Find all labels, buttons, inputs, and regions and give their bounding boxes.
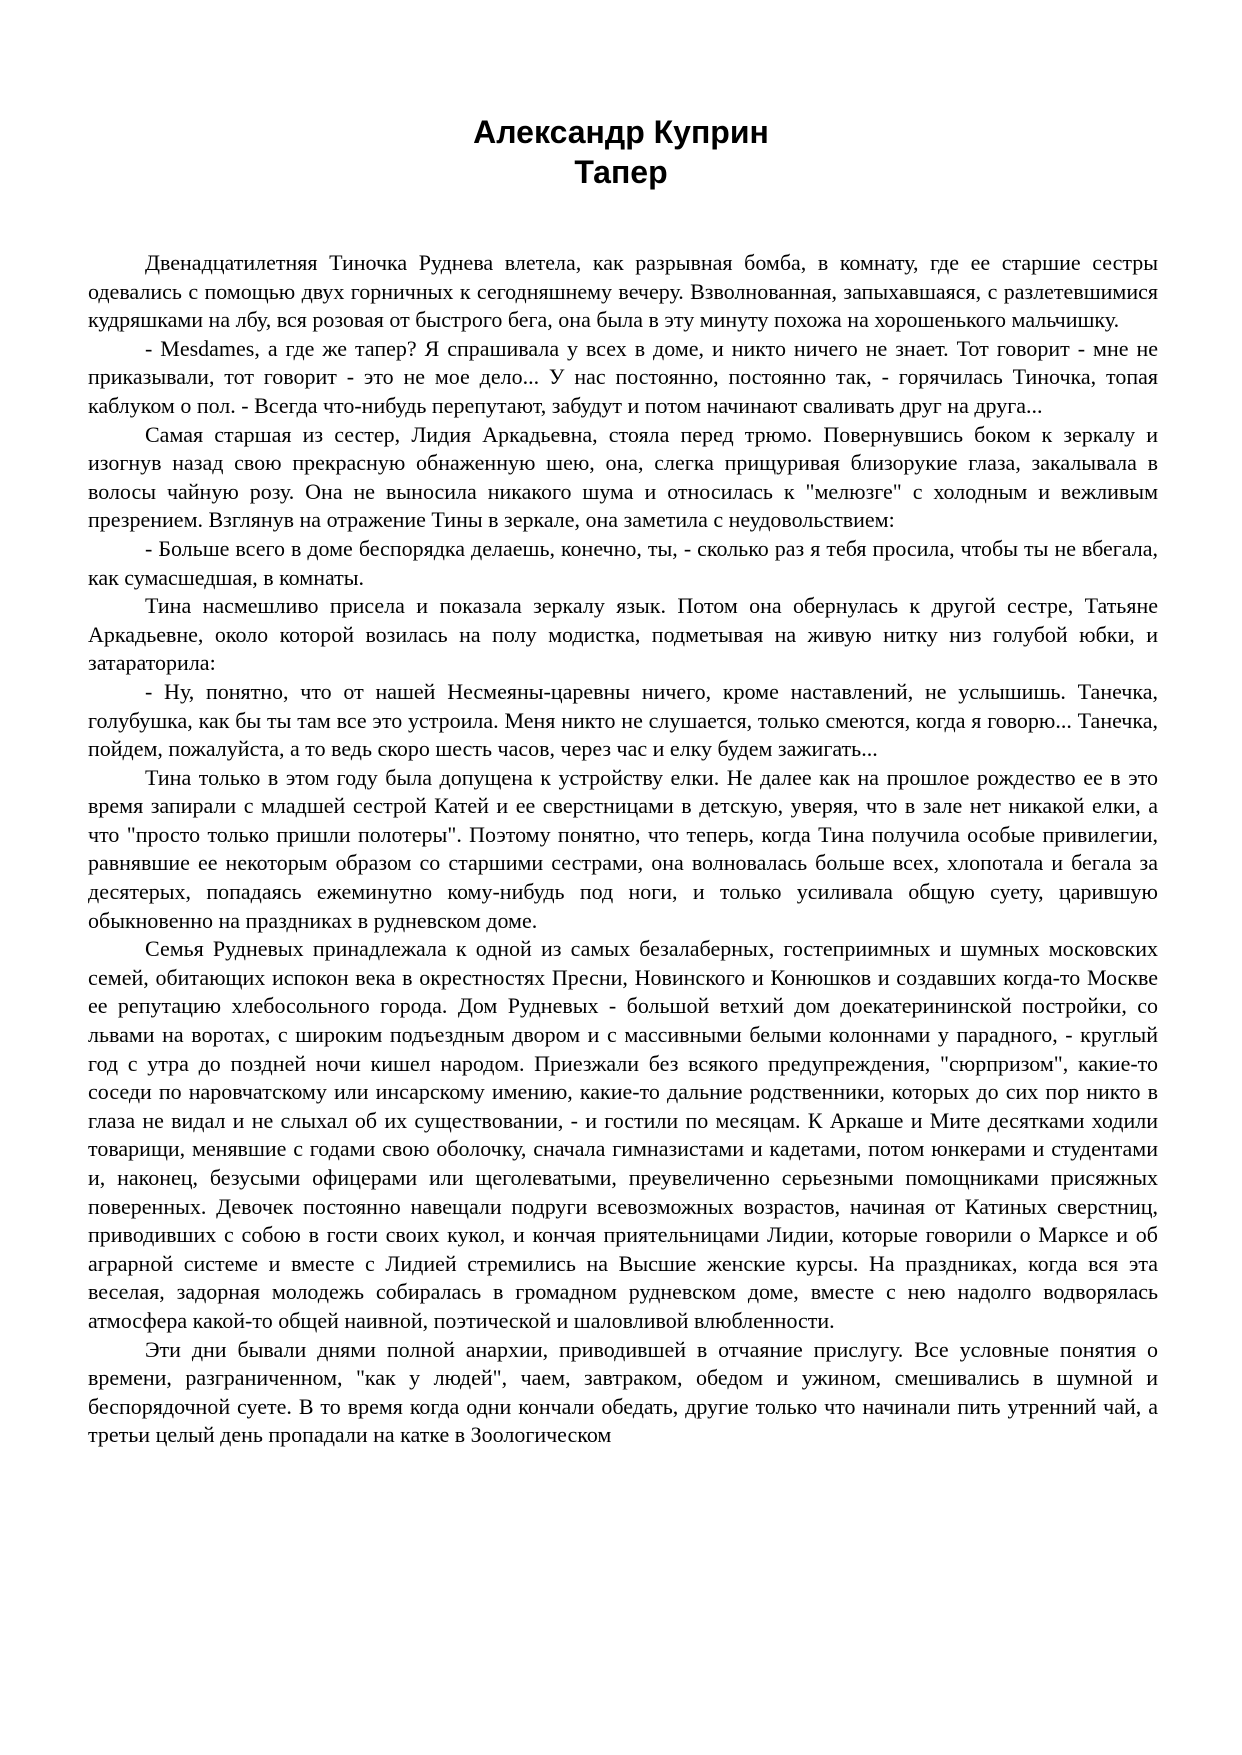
paragraph: - Mesdames, а где же тапер? Я спрашивала у всех в доме, и никто ничего не знает. Тот говорит - мне не приказывали, тот говорит - это не мое дело... У нас постоянно, постоянно так, - горячилась Тиночка, топая каблуком о пол. - Всегда что-нибудь перепутают, забудут и потом начинают сваливать друг на друга... <box>88 335 1158 418</box>
document-header <box>0 112 1242 192</box>
paragraph: Эти дни бывали днями полной анархии, приводившей в отчаяние прислугу. Все условные понятия о времени, разграниченном, "как у людей", чаем, завтраком, обедом и ужином, смешивались в шумной и беспорядочной суете. В то время когда одни кончали обедать, другие только что начинали пить утренний чай, а третьи целый день пропадали на катке в Зоологическом <box>88 1336 1158 1448</box>
paragraph: Самая старшая из сестер, Лидия Аркадьевна, стояла перед трюмо. Повернувшись боком к зеркалу и изогнув назад свою прекрасную обнаженную шею, она, слегка прищуривая близорукие глаза, закалывала в волосы чайную розу. Она не выносила никакого шума и относилась к "мелюзге" с холодным и вежливым презрением. Взглянув на отражение Тины в зеркале, она заметила с неудовольствием: <box>88 421 1158 533</box>
paragraph: Семья Рудневых принадлежала к одной из самых безалаберных, гостеприимных и шумных московских семей, обитающих испокон века в окрестностях Пресни, Новинского и Конюшков и создавших когда-то Москве ее репутацию хлебосольного города. Дом Рудневых - большой ветхий дом доекатерининской постройки, со львами на воротах, с широким подъездным двором и с массивными белыми колоннами у парадного, - круглый год с утра до поздней ночи кишел народом. Приезжали без всякого предупреждения, "сюрпризом", какие-то соседи по наровчатскому или инсарскому имению, какие-то дальние родственники, которых до сих пор никто в глаза не видал и не слыхал об их существовании, - и гостили по месяцам. К Аркаше и Мите десятками ходили товарищи, менявшие с годами свою оболочку, сначала гимназистами и кадетами, потом юнкерами и студентами и, наконец, безусыми офицерами или щеголеватыми, преувеличенно серьезными помощниками присяжных поверенных. Девочек постоянно навещали подруги всевозможных возрастов, начиная от Катиных сверстниц, приводивших с собою в гости своих кукол, и кончая приятельницами Лидии, которые говорили о Марксе и об аграрной системе и вместе с Лидией стремились на Высшие женские курсы. На праздниках, когда вся эта веселая, задорная молодежь собиралась в громадном рудневском доме, вместе с нею надолго водворялась атмосфера какой-то общей наивной, поэтической и шаловливой влюбленности. <box>88 936 1158 1333</box>
paragraph: Тина насмешливо присела и показала зеркалу язык. Потом она обернулась к другой сестре, Татьяне Аркадьевне, около которой возилась на полу модистка, подметывая на живую нитку низ голубой юбки, и затараторила: <box>88 593 1158 676</box>
paragraph: Тина только в этом году была допущена к устройству елки. Не далее как на прошлое рождество ее в это время запирали с младшей сестрой Катей и ее сверстницами в детскую, уверяя, что в зале нет никакой елки, а что "просто только пришли полотеры". Поэтому понятно, что теперь, когда Тина получила особые привилегии, равнявшие ее некоторым образом со старшими сестрами, она волновалась больше всех, хлопотала и бегала за десятерых, попадаясь ежеминутно кому-нибудь под ноги, и только усиливала общую суету, царившую обыкновенно на праздниках в рудневском доме. <box>88 764 1158 933</box>
paragraph: - Ну, понятно, что от нашей Несмеяны-царевны ничего, кроме наставлений, не услышишь. Танечка, голубушка, как бы ты там все это устроила. Меня никто не слушается, только смеются, когда я говорю... Танечка, пойдем, пожалуйста, а то ведь скоро шесть часов, через час и елку будем зажигать... <box>88 678 1158 762</box>
paragraph: - Больше всего в доме беспорядка делаешь, конечно, ты, - сколько раз я тебя просила, чтобы ты не вбегала, как сумасшедшая, в комнаты. <box>88 535 1158 590</box>
author-name: Александр Куприн <box>473 114 769 150</box>
paragraph: Двенадцатилетняя Тиночка Руднева влетела, как разрывная бомба, в комнату, где ее старшие сестры одевались с помощью двух горничных к сегодняшнему вечеру. Взволнованная, запыхавшаяся, с разлетевшимися кудряшками на лбу, вся розовая от быстрого бега, она была в эту минуту похожа на хорошенького мальчишку. <box>88 250 1158 333</box>
document-title: Тапер <box>574 154 668 190</box>
document-body <box>88 249 1158 1450</box>
